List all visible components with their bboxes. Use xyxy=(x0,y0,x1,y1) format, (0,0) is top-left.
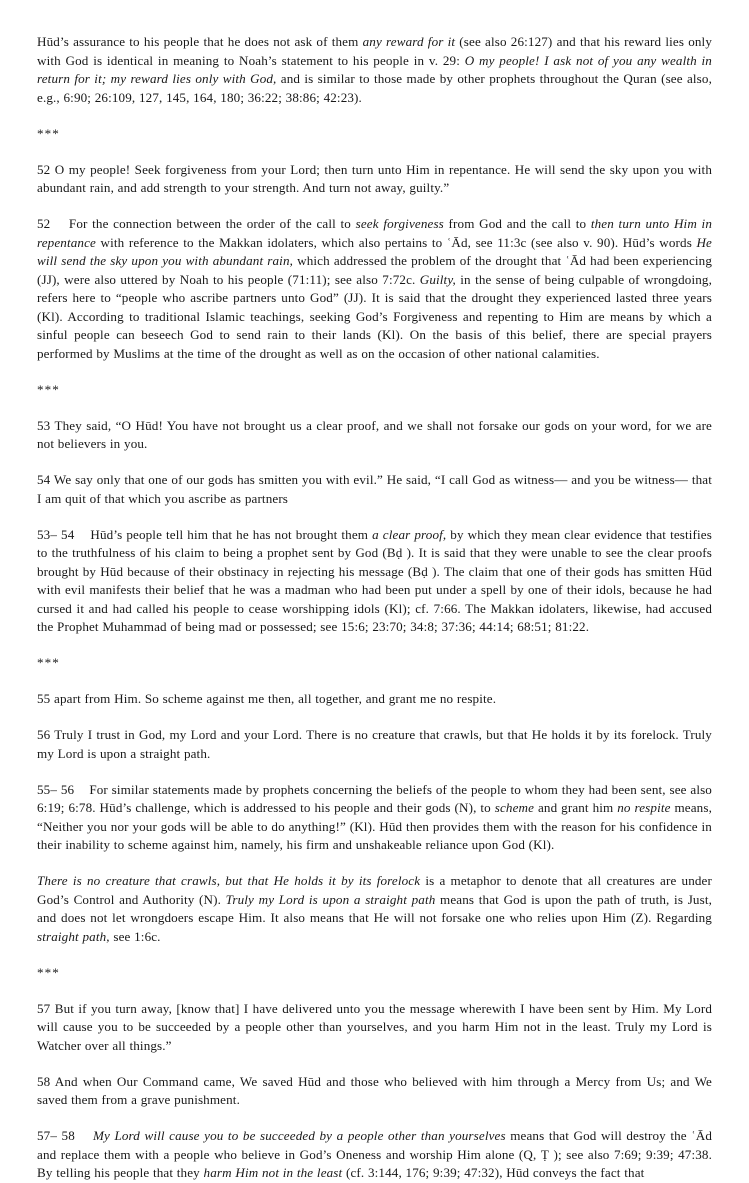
section-separator-4: *** xyxy=(37,964,60,980)
verse-57: 57 But if you turn away, [know that] I have delivered unto you the message wherewith I have been sent by Him. My Lord will cause you to be succeeded by a people other than yourselves, and you harm Him not in the least. Truly my Lord is Watcher over all things.” xyxy=(37,1000,712,1053)
commentary-53-54: 53– 54 Hūd’s people tell him that he has not brought them a clear proof, by which they mean clear evidence that testifies to the truthfulness of his claim to being a prophet sent by God (Bḍ ). It is said that they were unable to see the clear proofs brought by Hūd because of their obstinacy in rejecting his message (Bḍ ). The claim that one of their gods has smitten Hūd with evil manifests their belief that he was a madman who had been put under a spell by one of their idols, because he had cursed it and had called his people to cease worshipping idols (Kl); cf. 7:66. The Makkan idolaters, likewise, had accused the Prophet Muhammad of being mad or possessed; see 15:6; 23:70; 34:8; 37:36; 44:14; 68:51; 81:22. xyxy=(37,526,712,634)
commentary-forelock-metaphor: There is no creature that crawls, but that He holds it by its forelock is a metaphor to denote that all creatures are under God’s Control and Authority (N). Truly my Lord is upon a straight path means that God is upon the path of truth, is Just, and does not let wrongdoers escape Him. It also means that He will not forsake one who relies upon Him (Z). Regarding straight path, see 1:6c. xyxy=(37,873,712,944)
commentary-55-56: 55– 56 For similar statements made by prophets concerning the beliefs of the people to whom they had been sent, see also 6:19; 6:78. Hūd’s challenge, which is addressed to his people and their gods (N), to scheme and grant him no respite means, “Neither you nor your gods will be able to do anything!” (Kl). Hūd then provides them with the reason for his confidence in their inability to scheme against him, namely, his firm and unshakeable reliance upon God (Kl). xyxy=(37,781,712,852)
section-separator-2: *** xyxy=(37,381,60,397)
commentary-52: 52 For the connection between the order of the call to seek forgiveness from God and the call to then turn unto Him in repentance with reference to the Makkan idolaters, which also pertains to ʿĀd, see 11:3c (see also v. 90). Hūd’s words He will send the sky upon you with abundant rain, which addressed the problem of the drought that ʿĀd had been experiencing (JJ), were also uttered by Noah to his people (71:11); see also 7:72c. Guilty, in the sense of being culpable of wrongdoing, refers here to “people who ascribe partners unto God” (JJ). It is said that the drought they experienced lasted three years (Kl). According to traditional Islamic teachings, seeking God’s Forgiveness and repenting to Him are means by which a sinful people can beseech God to send rain to their lands (Kl). On the basis of this belief, there are special prayers performed by Muslims at the time of the drought as well as on the occasion of other national calamities. xyxy=(37,216,713,361)
verse-58: 58 And when Our Command came, We saved Hūd and those who believed with him through a Mercy from Us; and We saved them from a grave punishment. xyxy=(37,1073,712,1107)
verse-53: 53 They said, “O Hūd! You have not brought us a clear proof, and we shall not forsake our gods on your word, for we are not believers in you. xyxy=(37,417,712,451)
section-separator-1: *** xyxy=(37,125,60,141)
section-separator-3: *** xyxy=(37,655,60,670)
verse-52: 52 O my people! Seek forgiveness from your Lord; then turn unto Him in repentance. He will send the sky upon you with abundant rain, and add strength to your strength. And turn not away, guilty.” xyxy=(37,161,712,195)
verse-54: 54 We say only that one of our gods has smitten you with evil.” He said, “I call God as witness— and you be witness— that I am quit of that which you ascribe as partners xyxy=(37,472,712,506)
commentary-57-58: 57– 58 My Lord will cause you to be succeeded by a people other than yourselves means that God will destroy the ʿĀd and replace them with a people who believe in God’s Oneness and worship Him alone (Q, Ṭ ); see also 7:69; 9:39; 47:38. By telling his people that they harm Him not in the least (cf. 3:144, 176; 9:39; 47:32), Hūd conveys the fact that xyxy=(37,1128,712,1180)
verse-56: 56 Truly I trust in God, my Lord and your Lord. There is no creature that crawls, but that He holds it by its forelock. Truly my Lord is upon a straight path. xyxy=(37,727,712,761)
paragraph-hud-assurance: Hūd’s assurance to his people that he does not ask of them any reward for it (see also 26:127) and that his reward lies only with God is identical in meaning to Noah’s statement to his people in v. 29: O my people! I ask not of you any wealth in return for it; my reward lies only with God, and is similar to those made by other prophets throughout the Quran (see also, e.g., 6:90; 26:109, 127, 145, 164, 180; 36:22; 38:86; 42:23). xyxy=(37,34,713,105)
text-column xyxy=(37,33,712,1183)
verse-55: 55 apart from Him. So scheme against me then, all together, and grant me no respite. xyxy=(37,691,497,706)
